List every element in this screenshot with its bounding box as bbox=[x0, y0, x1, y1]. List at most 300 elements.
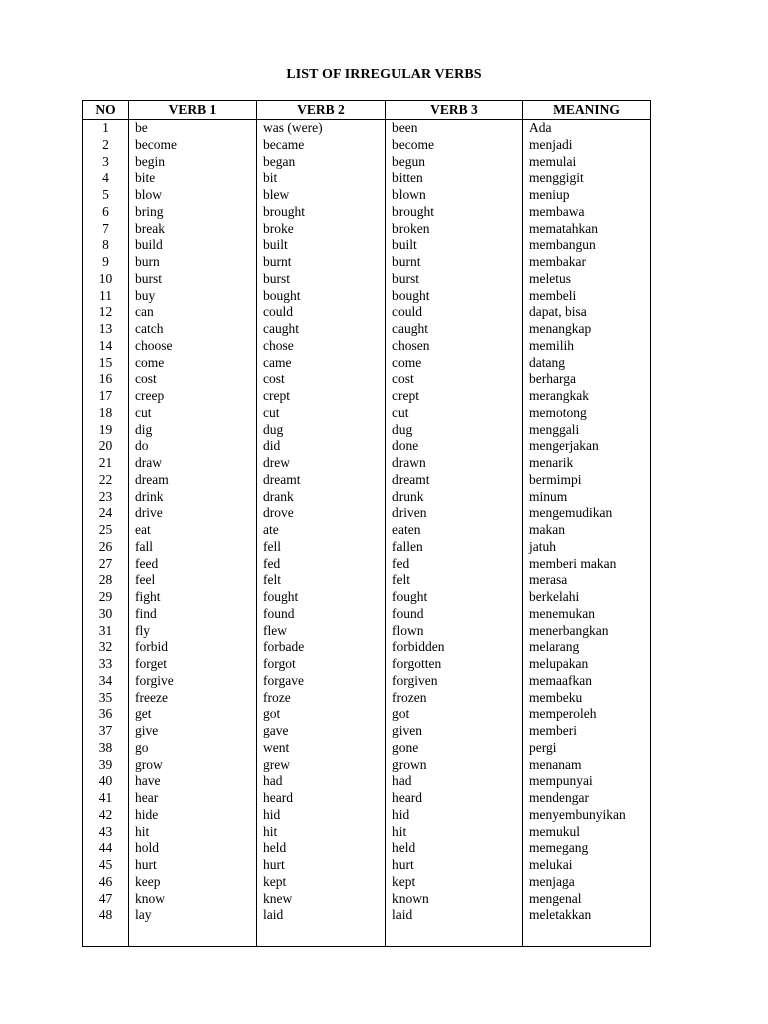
cell-verb-3: gone bbox=[386, 740, 523, 757]
cell-verb-2: did bbox=[257, 438, 386, 455]
table-row bbox=[83, 907, 651, 924]
cell-verb-2: had bbox=[257, 773, 386, 790]
cell-no: 35 bbox=[83, 690, 129, 707]
cell-verb-3: built bbox=[386, 237, 523, 254]
irregular-verbs-table bbox=[82, 100, 651, 947]
cell-verb-2: drove bbox=[257, 505, 386, 522]
cell-verb-3: forgiven bbox=[386, 673, 523, 690]
cell-meaning: dapat, bisa bbox=[523, 304, 651, 321]
cell-verb-3: heard bbox=[386, 790, 523, 807]
table-row bbox=[83, 606, 651, 623]
cell-verb-1: freeze bbox=[129, 690, 257, 707]
cell-verb-3: become bbox=[386, 137, 523, 154]
cell-meaning: mengerjakan bbox=[523, 438, 651, 455]
table-row bbox=[83, 891, 651, 908]
cell-verb-3: felt bbox=[386, 572, 523, 589]
cell-verb-2: grew bbox=[257, 757, 386, 774]
cell-no: 22 bbox=[83, 472, 129, 489]
cell-verb-3: grown bbox=[386, 757, 523, 774]
cell-verb-2: hid bbox=[257, 807, 386, 824]
cell-verb-1: fight bbox=[129, 589, 257, 606]
cell-no: 2 bbox=[83, 137, 129, 154]
cell-meaning: membeku bbox=[523, 690, 651, 707]
cell-verb-1: forget bbox=[129, 656, 257, 673]
cell-verb-1: grow bbox=[129, 757, 257, 774]
cell-meaning: memegang bbox=[523, 840, 651, 857]
cell-meaning: jatuh bbox=[523, 539, 651, 556]
cell-verb-3: hurt bbox=[386, 857, 523, 874]
cell-verb-2: laid bbox=[257, 907, 386, 924]
cell-no: 14 bbox=[83, 338, 129, 355]
cell-no: 6 bbox=[83, 204, 129, 221]
cell-no: 9 bbox=[83, 254, 129, 271]
cell-verb-3: bought bbox=[386, 288, 523, 305]
table-row bbox=[83, 120, 651, 137]
cell-verb-2: began bbox=[257, 154, 386, 171]
cell-verb-1: drive bbox=[129, 505, 257, 522]
cell-verb-3: had bbox=[386, 773, 523, 790]
table-row bbox=[83, 288, 651, 305]
cell-verb-1: go bbox=[129, 740, 257, 757]
cell-no: 37 bbox=[83, 723, 129, 740]
cell-no: 24 bbox=[83, 505, 129, 522]
cell-meaning: pergi bbox=[523, 740, 651, 757]
cell-verb-3: drunk bbox=[386, 489, 523, 506]
cell-verb-3: known bbox=[386, 891, 523, 908]
cell-verb-2: dreamt bbox=[257, 472, 386, 489]
cell-no: 48 bbox=[83, 907, 129, 924]
table-row bbox=[83, 455, 651, 472]
cell-verb-1: keep bbox=[129, 874, 257, 891]
table-body bbox=[83, 120, 651, 947]
cell-no: 40 bbox=[83, 773, 129, 790]
cell-verb-2: felt bbox=[257, 572, 386, 589]
cell-verb-1: forbid bbox=[129, 639, 257, 656]
cell-no: 47 bbox=[83, 891, 129, 908]
cell-verb-2: cut bbox=[257, 405, 386, 422]
cell-verb-1: do bbox=[129, 438, 257, 455]
cell-verb-2: fought bbox=[257, 589, 386, 606]
cell-verb-1: catch bbox=[129, 321, 257, 338]
cell-verb-3: chosen bbox=[386, 338, 523, 355]
cell-no: 15 bbox=[83, 355, 129, 372]
cell-meaning: memilih bbox=[523, 338, 651, 355]
table-filler-row bbox=[83, 924, 651, 947]
cell-no: 3 bbox=[83, 154, 129, 171]
cell-verb-1: break bbox=[129, 221, 257, 238]
cell-no: 34 bbox=[83, 673, 129, 690]
cell-verb-1: feel bbox=[129, 572, 257, 589]
cell-verb-3: begun bbox=[386, 154, 523, 171]
cell-verb-1: burn bbox=[129, 254, 257, 271]
cell-no: 11 bbox=[83, 288, 129, 305]
table-row bbox=[83, 656, 651, 673]
table-header-row bbox=[83, 101, 651, 120]
cell-no: 39 bbox=[83, 757, 129, 774]
cell-verb-3: bitten bbox=[386, 170, 523, 187]
cell-meaning: memberi bbox=[523, 723, 651, 740]
cell-verb-1: give bbox=[129, 723, 257, 740]
cell-meaning: meniup bbox=[523, 187, 651, 204]
cell-verb-1: cost bbox=[129, 371, 257, 388]
cell-verb-2: broke bbox=[257, 221, 386, 238]
cell-no: 26 bbox=[83, 539, 129, 556]
cell-no: 1 bbox=[83, 120, 129, 137]
cell-verb-2: built bbox=[257, 237, 386, 254]
cell-meaning: melukai bbox=[523, 857, 651, 874]
cell-meaning: membakar bbox=[523, 254, 651, 271]
cell-meaning: minum bbox=[523, 489, 651, 506]
cell-verb-1: fly bbox=[129, 623, 257, 640]
cell-verb-1: bring bbox=[129, 204, 257, 221]
cell-no: 38 bbox=[83, 740, 129, 757]
cell-verb-2: forgave bbox=[257, 673, 386, 690]
cell-verb-3: hit bbox=[386, 824, 523, 841]
table-row bbox=[83, 757, 651, 774]
cell-meaning: meletus bbox=[523, 271, 651, 288]
cell-verb-1: become bbox=[129, 137, 257, 154]
header-verb-3: VERB 3 bbox=[386, 101, 523, 120]
cell-verb-3: broken bbox=[386, 221, 523, 238]
cell-verb-2: burst bbox=[257, 271, 386, 288]
table-row bbox=[83, 673, 651, 690]
cell-verb-1: begin bbox=[129, 154, 257, 171]
cell-verb-2: bit bbox=[257, 170, 386, 187]
cell-verb-1: be bbox=[129, 120, 257, 137]
cell-verb-1: hurt bbox=[129, 857, 257, 874]
cell-verb-3: cut bbox=[386, 405, 523, 422]
cell-verb-1: hit bbox=[129, 824, 257, 841]
cell-meaning: melupakan bbox=[523, 656, 651, 673]
cell-verb-1: hear bbox=[129, 790, 257, 807]
table-row bbox=[83, 170, 651, 187]
filler-cell bbox=[83, 924, 129, 947]
cell-verb-2: got bbox=[257, 706, 386, 723]
cell-meaning: melarang bbox=[523, 639, 651, 656]
cell-no: 10 bbox=[83, 271, 129, 288]
cell-meaning: menyembunyikan bbox=[523, 807, 651, 824]
table-row bbox=[83, 589, 651, 606]
cell-verb-2: knew bbox=[257, 891, 386, 908]
table-row bbox=[83, 489, 651, 506]
cell-verb-2: blew bbox=[257, 187, 386, 204]
header-no: NO bbox=[83, 101, 129, 120]
table-row bbox=[83, 321, 651, 338]
cell-no: 23 bbox=[83, 489, 129, 506]
table-row bbox=[83, 204, 651, 221]
cell-verb-1: bite bbox=[129, 170, 257, 187]
cell-verb-2: crept bbox=[257, 388, 386, 405]
cell-verb-1: get bbox=[129, 706, 257, 723]
cell-no: 19 bbox=[83, 422, 129, 439]
header-meaning: MEANING bbox=[523, 101, 651, 120]
table-row bbox=[83, 371, 651, 388]
cell-meaning: datang bbox=[523, 355, 651, 372]
cell-verb-1: draw bbox=[129, 455, 257, 472]
cell-verb-2: became bbox=[257, 137, 386, 154]
table-row bbox=[83, 572, 651, 589]
cell-verb-1: cut bbox=[129, 405, 257, 422]
table-row bbox=[83, 706, 651, 723]
cell-verb-1: blow bbox=[129, 187, 257, 204]
cell-meaning: memulai bbox=[523, 154, 651, 171]
table-row bbox=[83, 237, 651, 254]
cell-verb-3: dug bbox=[386, 422, 523, 439]
cell-verb-2: brought bbox=[257, 204, 386, 221]
cell-verb-3: laid bbox=[386, 907, 523, 924]
table-row bbox=[83, 187, 651, 204]
cell-verb-3: been bbox=[386, 120, 523, 137]
cell-meaning: mendengar bbox=[523, 790, 651, 807]
cell-verb-1: have bbox=[129, 773, 257, 790]
cell-verb-1: buy bbox=[129, 288, 257, 305]
cell-verb-2: hit bbox=[257, 824, 386, 841]
cell-no: 32 bbox=[83, 639, 129, 656]
cell-verb-3: fought bbox=[386, 589, 523, 606]
cell-meaning: menjaga bbox=[523, 874, 651, 891]
table-row bbox=[83, 790, 651, 807]
cell-verb-1: lay bbox=[129, 907, 257, 924]
table-row bbox=[83, 137, 651, 154]
cell-verb-1: dream bbox=[129, 472, 257, 489]
cell-verb-3: frozen bbox=[386, 690, 523, 707]
cell-verb-1: hide bbox=[129, 807, 257, 824]
cell-verb-3: held bbox=[386, 840, 523, 857]
cell-verb-2: went bbox=[257, 740, 386, 757]
table-row bbox=[83, 723, 651, 740]
table-row bbox=[83, 773, 651, 790]
table-row bbox=[83, 840, 651, 857]
cell-no: 5 bbox=[83, 187, 129, 204]
cell-verb-1: hold bbox=[129, 840, 257, 857]
cell-verb-1: choose bbox=[129, 338, 257, 355]
cell-verb-3: blown bbox=[386, 187, 523, 204]
cell-meaning: memberi makan bbox=[523, 556, 651, 573]
cell-verb-2: burnt bbox=[257, 254, 386, 271]
cell-meaning: menjadi bbox=[523, 137, 651, 154]
cell-verb-1: creep bbox=[129, 388, 257, 405]
cell-verb-2: froze bbox=[257, 690, 386, 707]
cell-verb-1: find bbox=[129, 606, 257, 623]
cell-verb-2: drank bbox=[257, 489, 386, 506]
cell-verb-1: eat bbox=[129, 522, 257, 539]
cell-verb-3: done bbox=[386, 438, 523, 455]
table-row bbox=[83, 740, 651, 757]
cell-verb-3: hid bbox=[386, 807, 523, 824]
table-row bbox=[83, 405, 651, 422]
cell-verb-3: could bbox=[386, 304, 523, 321]
cell-verb-3: crept bbox=[386, 388, 523, 405]
table-row bbox=[83, 623, 651, 640]
cell-verb-1: burst bbox=[129, 271, 257, 288]
cell-verb-3: brought bbox=[386, 204, 523, 221]
cell-no: 21 bbox=[83, 455, 129, 472]
cell-verb-3: fallen bbox=[386, 539, 523, 556]
cell-verb-1: dig bbox=[129, 422, 257, 439]
table-row bbox=[83, 639, 651, 656]
filler-cell bbox=[257, 924, 386, 947]
table-row bbox=[83, 824, 651, 841]
cell-verb-3: given bbox=[386, 723, 523, 740]
cell-verb-2: bought bbox=[257, 288, 386, 305]
cell-meaning: membawa bbox=[523, 204, 651, 221]
cell-verb-1: build bbox=[129, 237, 257, 254]
cell-verb-2: forgot bbox=[257, 656, 386, 673]
cell-no: 43 bbox=[83, 824, 129, 841]
cell-no: 18 bbox=[83, 405, 129, 422]
cell-no: 33 bbox=[83, 656, 129, 673]
cell-verb-2: found bbox=[257, 606, 386, 623]
cell-verb-3: dreamt bbox=[386, 472, 523, 489]
cell-meaning: merasa bbox=[523, 572, 651, 589]
cell-meaning: menanam bbox=[523, 757, 651, 774]
cell-verb-2: gave bbox=[257, 723, 386, 740]
cell-no: 27 bbox=[83, 556, 129, 573]
cell-verb-2: was (were) bbox=[257, 120, 386, 137]
cell-verb-1: forgive bbox=[129, 673, 257, 690]
cell-verb-3: forbidden bbox=[386, 639, 523, 656]
cell-meaning: memperoleh bbox=[523, 706, 651, 723]
cell-no: 7 bbox=[83, 221, 129, 238]
cell-meaning: mempunyai bbox=[523, 773, 651, 790]
cell-verb-3: come bbox=[386, 355, 523, 372]
cell-meaning: berkelahi bbox=[523, 589, 651, 606]
cell-verb-1: come bbox=[129, 355, 257, 372]
cell-verb-3: eaten bbox=[386, 522, 523, 539]
cell-verb-2: chose bbox=[257, 338, 386, 355]
cell-verb-2: flew bbox=[257, 623, 386, 640]
cell-meaning: menemukan bbox=[523, 606, 651, 623]
cell-meaning: menarik bbox=[523, 455, 651, 472]
cell-no: 4 bbox=[83, 170, 129, 187]
cell-meaning: menggigit bbox=[523, 170, 651, 187]
cell-verb-3: flown bbox=[386, 623, 523, 640]
cell-meaning: bermimpi bbox=[523, 472, 651, 489]
cell-verb-3: caught bbox=[386, 321, 523, 338]
cell-meaning: memotong bbox=[523, 405, 651, 422]
cell-verb-2: held bbox=[257, 840, 386, 857]
table-row bbox=[83, 807, 651, 824]
cell-no: 13 bbox=[83, 321, 129, 338]
cell-meaning: berharga bbox=[523, 371, 651, 388]
cell-no: 8 bbox=[83, 237, 129, 254]
table-row bbox=[83, 505, 651, 522]
cell-verb-1: can bbox=[129, 304, 257, 321]
cell-no: 29 bbox=[83, 589, 129, 606]
table-row bbox=[83, 690, 651, 707]
cell-verb-1: feed bbox=[129, 556, 257, 573]
cell-meaning: Ada bbox=[523, 120, 651, 137]
table-row bbox=[83, 539, 651, 556]
cell-verb-3: forgotten bbox=[386, 656, 523, 673]
table-row bbox=[83, 556, 651, 573]
cell-no: 41 bbox=[83, 790, 129, 807]
header-verb-2: VERB 2 bbox=[257, 101, 386, 120]
cell-no: 31 bbox=[83, 623, 129, 640]
cell-meaning: mematahkan bbox=[523, 221, 651, 238]
cell-meaning: memaafkan bbox=[523, 673, 651, 690]
filler-cell bbox=[386, 924, 523, 947]
cell-no: 28 bbox=[83, 572, 129, 589]
cell-verb-3: driven bbox=[386, 505, 523, 522]
cell-verb-2: kept bbox=[257, 874, 386, 891]
table-row bbox=[83, 271, 651, 288]
cell-no: 42 bbox=[83, 807, 129, 824]
cell-verb-2: dug bbox=[257, 422, 386, 439]
cell-meaning: merangkak bbox=[523, 388, 651, 405]
table-row bbox=[83, 857, 651, 874]
cell-meaning: meletakkan bbox=[523, 907, 651, 924]
page-title: LIST OF IRREGULAR VERBS bbox=[286, 67, 482, 82]
cell-no: 16 bbox=[83, 371, 129, 388]
cell-verb-3: drawn bbox=[386, 455, 523, 472]
filler-cell bbox=[523, 924, 651, 947]
table-row bbox=[83, 874, 651, 891]
cell-verb-2: fell bbox=[257, 539, 386, 556]
table-row bbox=[83, 422, 651, 439]
table-row bbox=[83, 304, 651, 321]
table-row bbox=[83, 254, 651, 271]
cell-no: 30 bbox=[83, 606, 129, 623]
cell-no: 44 bbox=[83, 840, 129, 857]
cell-meaning: membeli bbox=[523, 288, 651, 305]
cell-meaning: mengemudikan bbox=[523, 505, 651, 522]
table-row bbox=[83, 522, 651, 539]
table-row bbox=[83, 472, 651, 489]
cell-verb-2: caught bbox=[257, 321, 386, 338]
cell-meaning: membangun bbox=[523, 237, 651, 254]
cell-no: 25 bbox=[83, 522, 129, 539]
filler-cell bbox=[129, 924, 257, 947]
cell-verb-3: got bbox=[386, 706, 523, 723]
cell-verb-1: know bbox=[129, 891, 257, 908]
cell-meaning: mengenal bbox=[523, 891, 651, 908]
cell-meaning: menggali bbox=[523, 422, 651, 439]
cell-verb-2: hurt bbox=[257, 857, 386, 874]
cell-verb-3: kept bbox=[386, 874, 523, 891]
cell-verb-3: burnt bbox=[386, 254, 523, 271]
cell-verb-3: cost bbox=[386, 371, 523, 388]
table-row bbox=[83, 221, 651, 238]
table-row bbox=[83, 154, 651, 171]
cell-no: 17 bbox=[83, 388, 129, 405]
cell-no: 46 bbox=[83, 874, 129, 891]
cell-no: 12 bbox=[83, 304, 129, 321]
cell-meaning: menangkap bbox=[523, 321, 651, 338]
cell-verb-1: drink bbox=[129, 489, 257, 506]
cell-verb-2: fed bbox=[257, 556, 386, 573]
table-row bbox=[83, 338, 651, 355]
cell-verb-3: burst bbox=[386, 271, 523, 288]
cell-verb-2: forbade bbox=[257, 639, 386, 656]
cell-no: 45 bbox=[83, 857, 129, 874]
table-row bbox=[83, 438, 651, 455]
cell-meaning: makan bbox=[523, 522, 651, 539]
cell-verb-2: drew bbox=[257, 455, 386, 472]
cell-verb-3: fed bbox=[386, 556, 523, 573]
cell-meaning: memukul bbox=[523, 824, 651, 841]
cell-verb-2: could bbox=[257, 304, 386, 321]
cell-verb-2: came bbox=[257, 355, 386, 372]
cell-meaning: menerbangkan bbox=[523, 623, 651, 640]
table-row bbox=[83, 355, 651, 372]
cell-verb-1: fall bbox=[129, 539, 257, 556]
cell-verb-2: cost bbox=[257, 371, 386, 388]
cell-no: 36 bbox=[83, 706, 129, 723]
cell-verb-2: heard bbox=[257, 790, 386, 807]
header-verb-1: VERB 1 bbox=[129, 101, 257, 120]
table-row bbox=[83, 388, 651, 405]
